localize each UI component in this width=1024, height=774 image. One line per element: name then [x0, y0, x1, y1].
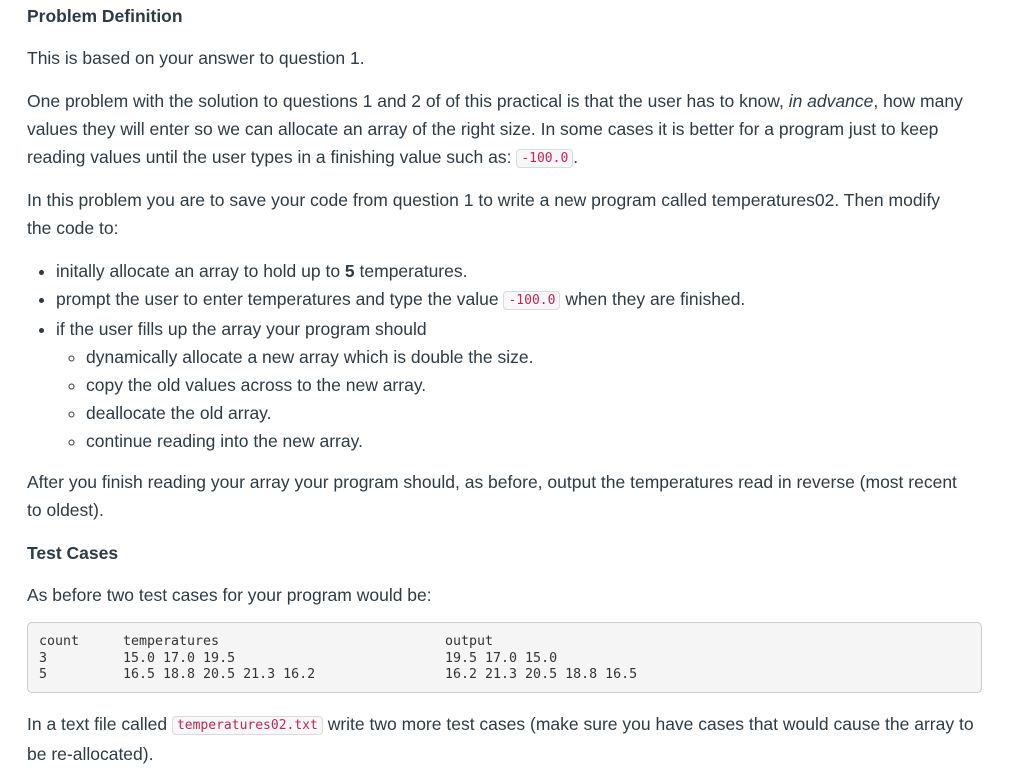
temperatures-column: temperatures 15.0 17.0 19.5 16.5 18.8 20.5 21.3 16.2 [123, 634, 316, 682]
intro-paragraph: This is based on your answer to question 1. [27, 48, 365, 68]
test-cases-intro: As before two test cases for your program would be: [27, 585, 432, 605]
list-item: ◦ copy the old values across to the new array. [86, 371, 987, 399]
list-item: ◦ dynamically allocate a new array which is double the size. [86, 343, 987, 371]
finishing-value-code: -100.0 [516, 149, 573, 168]
emphasis-in-advance: in advance [788, 91, 874, 111]
problem-paragraph: One problem with the solution to questions 1 and 2 of of this practical is that the user has to know, in advance, how many values they will enter so we can allocate an array of the right size. In some cases it is better for a program just to keep reading values until the user types in a finishing value such as: -100.0 . [27, 91, 963, 167]
list-item: • prompt the user to enter temperatures and type the value -100.0 when they are finished. [56, 285, 987, 315]
output-paragraph: After you finish reading your array your program should, as before, output the temperatures read in reverse (most recent to oldest). [27, 472, 957, 520]
requirements-list-wrapper [27, 257, 987, 455]
filename-code: temperatures02.txt [172, 716, 323, 735]
list-item: • if the user fills up the array your program should ◦ dynamically allocate a new array which is double the size. ◦ copy the old values across to the new array. ◦ deallocate the old array. ◦ continue reading into the new array. [56, 315, 987, 455]
finishing-value-code: -100.0 [503, 291, 560, 310]
list-item: • initally allocate an array to hold up to 5 temperatures. [56, 257, 987, 285]
count-column: count 3 5 [39, 634, 80, 682]
task-paragraph: In this problem you are to save your code from question 1 to write a new program called temperatures02. Then modify the code to: [27, 190, 941, 238]
list-item: ◦ continue reading into the new array. [86, 427, 987, 455]
test-cases-code-block [27, 622, 982, 693]
final-instruction-paragraph: In a text file called temperatures02.txt write two more test cases (make sure you have cases that would cause the array to be re-allocated). [27, 714, 974, 764]
realloc-steps-list [56, 343, 987, 455]
output-column: output 19.5 17.0 15.0 16.2 21.3 20.5 18.8 16.5 [445, 634, 638, 682]
problem-definition-heading: Problem Definition [27, 6, 183, 26]
test-cases-heading: Test Cases [27, 543, 119, 563]
requirements-list [27, 257, 987, 455]
list-item: ◦ deallocate the old array. [86, 399, 987, 427]
